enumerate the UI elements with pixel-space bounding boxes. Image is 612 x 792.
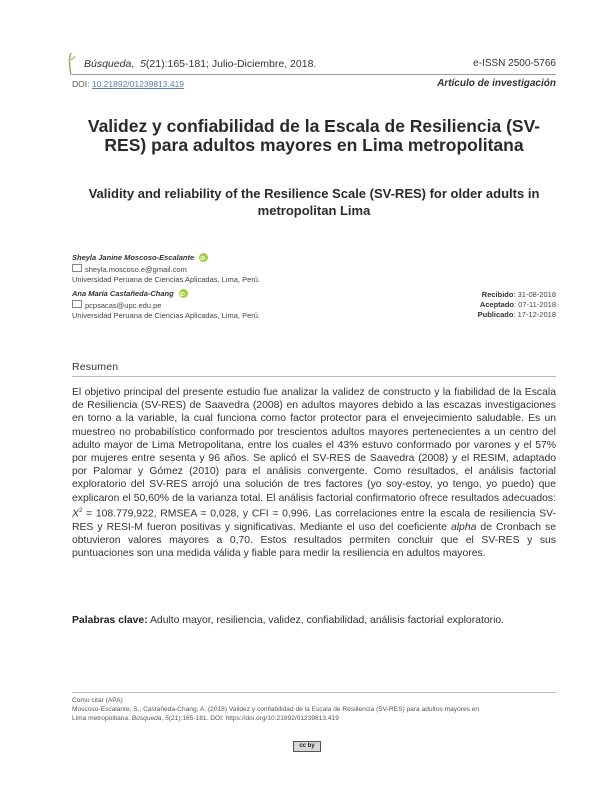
cite-line-2-start: Lima metropolitana. bbox=[72, 715, 132, 722]
journal-citation-rest: (21):165-181; Julio-Diciembre, 2018. bbox=[145, 58, 317, 70]
orcid-icon[interactable] bbox=[199, 253, 208, 262]
chi-symbol: X bbox=[72, 508, 79, 520]
cite-line-2 bbox=[72, 714, 562, 723]
cite-label: Como citar (APA) bbox=[72, 697, 123, 704]
journal-citation: Búsqueda, 5(21):165-181; Julio-Diciembre, 2018. bbox=[84, 58, 317, 70]
title-spanish: Validez y confiabilidad de la Escala de Resiliencia (SV-RES) para adultos mayores en Lima metropolitana bbox=[87, 116, 541, 155]
chi-superscript: 2 bbox=[78, 507, 83, 514]
abstract-part-2: = 108.779,922, RMSEA = 0,028, y CFI = 0,996. Las correlaciones entre la escala de resiliencia SV-RES y RESI-M fueron positivas y significativas. Mediante el uso del coeficiente bbox=[72, 508, 556, 533]
abstract-heading: Resumen bbox=[72, 361, 119, 373]
journal-name: Búsqueda bbox=[84, 58, 132, 70]
author-name-1: Sheyla Janine Moscoso-Escalante bbox=[72, 253, 195, 262]
orcid-icon[interactable] bbox=[179, 289, 188, 298]
author-name-2: Ana María Castañeda-Chang bbox=[72, 289, 174, 298]
article-type: Artículo de investigación bbox=[437, 78, 556, 89]
author-affiliation-2: Universidad Peruana de Ciencias Aplicadas, Lima, Perú. bbox=[72, 311, 261, 320]
header-divider bbox=[72, 74, 556, 75]
article-dates bbox=[478, 290, 556, 320]
received-label: Recibido bbox=[481, 290, 514, 299]
accepted-date: : 07-11-2018 bbox=[514, 300, 556, 309]
issn: e-ISSN 2500-5766 bbox=[473, 58, 556, 69]
cite-line-2-end: (21):165-181. DOI: https://doi.org/10.21892/01239813.419 bbox=[168, 715, 339, 722]
keywords bbox=[72, 614, 556, 627]
doi-link[interactable]: 10.21892/01239813.419 bbox=[91, 79, 185, 89]
title-english: Validity and reliability of the Resilience Scale (SV-RES) for older adults in metropolitan Lima bbox=[88, 186, 540, 218]
received-date: : 31-08-2018 bbox=[513, 290, 556, 299]
author-block-2 bbox=[72, 289, 260, 321]
author-block-1 bbox=[72, 253, 260, 285]
citation-footer bbox=[72, 696, 562, 723]
author-email-2[interactable]: pcpsacas@upc.edu.pe bbox=[85, 301, 162, 310]
doi bbox=[72, 79, 184, 89]
published-label: Publicado bbox=[477, 310, 514, 319]
keywords-text: Adulto mayor, resiliencia, validez, confiabilidad, análisis factorial exploratorio. bbox=[147, 615, 505, 626]
journal-logo-icon bbox=[66, 52, 76, 76]
cite-line-1: Moscoso-Escalante, S., Castañeda-Chang, A. (2018) Validez y confiabilidad de la Escala de Resiliencia (SV-RES) para adultos mayores en bbox=[72, 706, 480, 713]
author-email-1[interactable]: sheyla.moscoso.e@gmail.com bbox=[85, 265, 187, 274]
author-affiliation-1: Universidad Peruana de Ciencias Aplicadas, Lima, Perú. bbox=[72, 275, 261, 284]
abstract-divider bbox=[72, 376, 556, 377]
published-date: : 17-12-2018 bbox=[513, 310, 556, 319]
cite-journal: Búsqueda bbox=[131, 715, 162, 722]
abstract-part-3: de Cronbach se obtuvieron valores mayores a 0,70. Estos resultados permiten concluir que el SV-RES y sus puntuaciones son una medida válida y fiable para medir la resiliencia en adultos mayores. bbox=[72, 521, 556, 559]
doi-label: DOI: bbox=[72, 79, 90, 89]
cite-volume: 5 bbox=[165, 715, 169, 722]
cite-sep: , bbox=[161, 715, 166, 722]
abstract-body bbox=[72, 386, 556, 560]
email-icon bbox=[72, 300, 82, 308]
footer-divider bbox=[72, 692, 556, 693]
abstract-part-1: El objetivo principal del presente estudio fue analizar la validez de constructo y la fiabilidad de la Escala de Resiliencia (SV-RES) de Saavedra (2008) en adultos mayores debido a las escazas investigaciones en torno a la variable, la cual funciona como factor protector para el envejecimiento saludable. Es un muestreo no probabilístico conformado por trescientos adultos mayores pertenecientes a un centro del adulto mayor de Lima Metropolitana, entre los cuales el 43% estuvo conformado por varones y el 57% por mujeres entre sesenta y 96 años. Se aplicó el SV-RES de Saavedra (2008) y el RESIM, adaptado por Palomar y Gómez (2010) para el análisis convergente. Como resultados, el análisis factorial exploratorio del SV-RES arrojó una solución de tres factores (yo soy-estoy, yo tengo, yo puedo) que explicaron el 50,60% de la varianza total. El análisis factorial confirmatorio ofrece resultados adecuados: bbox=[72, 387, 556, 504]
cc-license-icon[interactable]: cc by bbox=[293, 741, 321, 752]
keywords-label: Palabras clave: bbox=[72, 615, 148, 626]
accepted-label: Aceptado bbox=[479, 300, 515, 309]
email-icon bbox=[72, 264, 82, 272]
journal-volume: 5 bbox=[140, 58, 146, 70]
alpha-term: alpha bbox=[450, 521, 477, 533]
